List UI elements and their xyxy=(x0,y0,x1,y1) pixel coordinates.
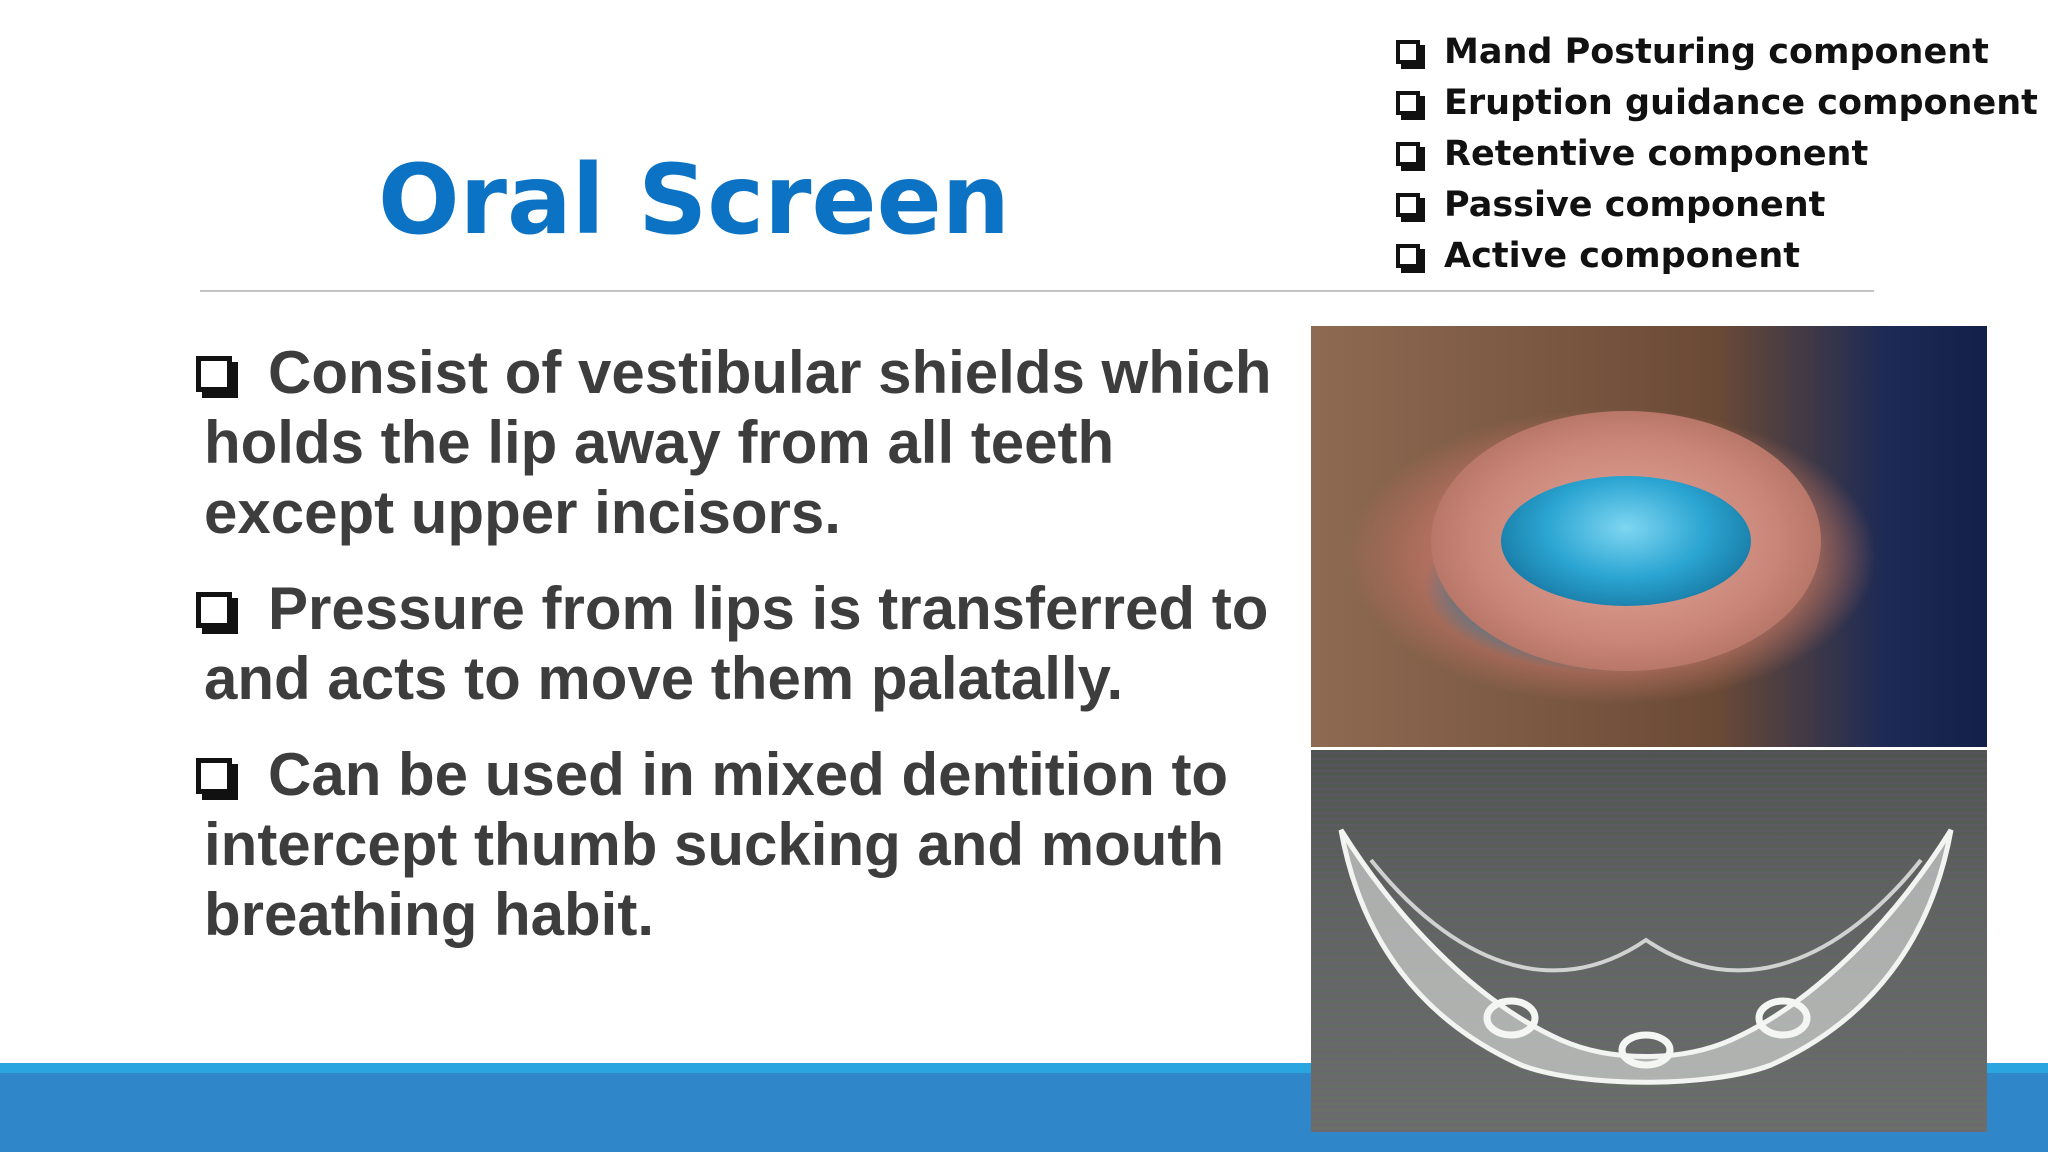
title-divider xyxy=(200,290,1874,292)
bullet-first-line: Consist of vestibular shields xyxy=(268,339,1085,406)
square-checkbox-icon xyxy=(196,592,232,628)
oral-screen-appliance-illustration xyxy=(1331,790,1961,1090)
component-item xyxy=(1392,179,2038,230)
oral-screen-shape xyxy=(1501,476,1751,606)
component-label: Active component xyxy=(1444,235,1800,276)
bullet-text xyxy=(204,741,1228,948)
component-list xyxy=(1392,26,2038,281)
mouth-photo xyxy=(1311,326,1987,747)
square-checkbox-icon xyxy=(1396,193,1420,217)
component-item xyxy=(1392,128,2038,179)
bullet-item xyxy=(192,338,1272,548)
square-checkbox-icon xyxy=(1396,244,1420,268)
component-item xyxy=(1392,230,2038,281)
bullet-list xyxy=(192,338,1272,976)
square-checkbox-icon xyxy=(1396,91,1420,115)
bullet-continuation: transferred to and acts to move them palatally. xyxy=(204,575,1269,712)
photo-panel xyxy=(1311,326,1987,1132)
component-item xyxy=(1392,26,2038,77)
bullet-item xyxy=(192,574,1272,714)
component-label: Retentive component xyxy=(1444,133,1869,174)
bullet-text xyxy=(204,575,1268,712)
square-checkbox-icon xyxy=(1396,142,1420,166)
slide-title: Oral Screen xyxy=(378,144,1011,256)
bullet-continuation: to intercept thumb sucking and mouth breathing habit. xyxy=(204,741,1229,948)
component-label: Passive component xyxy=(1444,184,1826,225)
component-item xyxy=(1392,77,2038,128)
square-checkbox-icon xyxy=(196,356,232,392)
bullet-first-line: Can be used in mixed dentition xyxy=(268,741,1155,808)
component-label: Mand Posturing component xyxy=(1444,31,1989,72)
appliance-photo xyxy=(1311,750,1987,1132)
component-label: Eruption guidance component xyxy=(1444,82,2038,123)
bullet-item xyxy=(192,740,1272,950)
bullet-continuation: which holds the lip away from all teeth except upper incisors. xyxy=(204,339,1272,546)
square-checkbox-icon xyxy=(1396,40,1420,64)
bullet-text xyxy=(204,339,1272,546)
square-checkbox-icon xyxy=(196,758,232,794)
bullet-first-line: Pressure from lips is xyxy=(268,575,862,642)
